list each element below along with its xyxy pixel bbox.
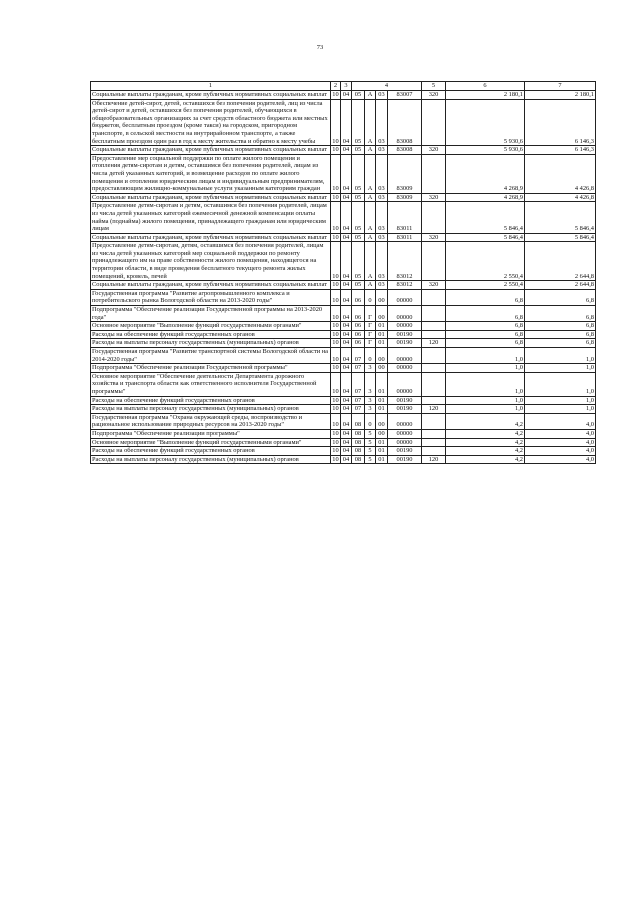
row-subsection: 04 (341, 455, 352, 464)
table-body (91, 91, 596, 464)
row-amount-2: 6,8 (525, 339, 596, 348)
row-direction: 83009 (388, 154, 422, 193)
row-activity: 03 (376, 281, 388, 290)
row-subsection: 04 (341, 372, 352, 396)
row-direction: 00000 (388, 429, 422, 438)
row-program: 07 (352, 372, 365, 396)
row-subprogram: Г (365, 306, 376, 322)
row-subprogram: А (365, 154, 376, 193)
row-expense-type (422, 289, 446, 305)
row-direction: 00190 (388, 339, 422, 348)
row-amount-2: 1,0 (525, 396, 596, 405)
row-amount-1: 2 180,1 (446, 91, 525, 100)
row-description: Расходы на выплаты персоналу государственных (муниципальных) органов (91, 455, 331, 464)
table-row (91, 242, 596, 281)
row-activity: 01 (376, 372, 388, 396)
row-direction: 83012 (388, 281, 422, 290)
row-activity: 03 (376, 99, 388, 146)
row-expense-type (422, 330, 446, 339)
row-section: 10 (331, 242, 341, 281)
row-description: Социальные выплаты гражданам, кроме публичных нормативных социальных выплат (91, 91, 331, 100)
row-expense-type (422, 413, 446, 429)
row-activity: 00 (376, 348, 388, 364)
row-amount-1: 2 550,4 (446, 242, 525, 281)
table-row (91, 322, 596, 331)
row-section: 10 (331, 99, 341, 146)
row-section: 10 (332, 438, 339, 446)
row-amount-2: 2 644,8 (525, 281, 596, 290)
row-expense-type (422, 242, 446, 281)
row-activity: 03 (376, 154, 388, 193)
row-expense-type (422, 447, 446, 456)
row-subsection: 04 (341, 306, 352, 322)
row-activity: 01 (376, 339, 388, 348)
row-subprogram: 5 (365, 438, 376, 447)
row-amount-1: 6,8 (446, 330, 525, 339)
row-expense-type (422, 306, 446, 322)
row-subprogram: 3 (365, 372, 376, 396)
row-program: 05 (352, 91, 365, 100)
row-subsection: 04 (341, 193, 352, 202)
row-description: Расходы на обеспечение функций государственных органов (91, 447, 331, 456)
row-activity: 03 (376, 146, 388, 155)
row-expense-type: 120 (422, 339, 446, 348)
row-activity: 03 (376, 193, 388, 202)
row-direction: 00000 (388, 348, 422, 364)
row-activity: 01 (376, 405, 388, 414)
table-row (91, 289, 596, 305)
row-program: 08 (352, 438, 365, 447)
row-subsection: 04 (341, 154, 352, 193)
row-subprogram: 0 (365, 413, 376, 429)
row-amount-2: 6,8 (525, 289, 596, 305)
row-section: 10 (332, 405, 339, 413)
row-subsection: 04 (341, 348, 352, 364)
row-amount-1: 4,2 (446, 413, 525, 429)
row-direction: 00000 (388, 364, 422, 373)
row-activity: 00 (376, 306, 388, 322)
row-description: Основное мероприятие "Выполнение функций государственными органами" (91, 322, 331, 331)
row-amount-1: 4,2 (446, 429, 525, 438)
row-description: Социальные выплаты гражданам, кроме публичных нормативных социальных выплат (91, 146, 331, 155)
row-amount-2: 4,0 (525, 447, 596, 456)
row-subprogram: А (365, 146, 376, 155)
row-amount-1: 6,8 (446, 322, 525, 331)
table-row (91, 438, 596, 447)
row-section: 10 (332, 447, 339, 455)
row-direction: 83012 (388, 242, 422, 281)
row-expense-type: 120 (422, 455, 446, 464)
row-description: Подпрограмма "Обеспечение реализации Государственной программы на 2013-2020 года" (91, 306, 331, 322)
row-description: Основное мероприятие "Выполнение функций государственными органами" (91, 438, 331, 447)
row-amount-2: 6,8 (525, 330, 596, 339)
row-section: 10 (332, 339, 339, 347)
row-amount-2: 6 146,3 (525, 99, 596, 146)
row-expense-type (422, 154, 446, 193)
row-subsection: 04 (341, 364, 352, 373)
row-program: 05 (352, 193, 365, 202)
table-row (91, 455, 596, 464)
table-row (91, 447, 596, 456)
row-subprogram: 5 (365, 429, 376, 438)
row-program: 05 (352, 154, 365, 193)
row-amount-1: 4,2 (446, 447, 525, 456)
row-amount-2: 2 180,1 (525, 91, 596, 100)
row-subsection: 04 (341, 289, 352, 305)
row-program: 07 (352, 396, 365, 405)
row-amount-2: 6 146,3 (525, 146, 596, 155)
table-row (91, 364, 596, 373)
header-col-1: 1 (91, 82, 331, 91)
row-description: Расходы на обеспечение функций государственных органов (91, 396, 331, 405)
row-activity: 00 (376, 289, 388, 305)
row-program: 05 (352, 99, 365, 146)
row-activity: 03 (376, 233, 388, 242)
table-row (91, 405, 596, 414)
row-program: 05 (352, 202, 365, 233)
row-direction: 83011 (388, 202, 422, 233)
row-amount-2: 5 846,4 (525, 233, 596, 242)
header-col-6: 6 (446, 82, 525, 91)
row-description: Основное мероприятие "Обеспечение деятельности Департамента дорожного хозяйства и транспорта области как ответственного исполнителя Государственной программы" (91, 372, 331, 396)
row-subsection: 04 (341, 99, 352, 146)
row-program: 05 (352, 242, 365, 281)
row-program: 08 (352, 447, 365, 456)
row-expense-type (422, 99, 446, 146)
row-program: 06 (352, 339, 365, 348)
row-section: 10 (331, 154, 341, 193)
row-section: 10 (332, 281, 339, 289)
row-direction: 00000 (388, 438, 422, 447)
row-section: 10 (332, 330, 339, 338)
row-program: 07 (352, 348, 365, 364)
row-amount-1: 1,0 (446, 364, 525, 373)
row-direction: 00190 (388, 405, 422, 414)
table-row (91, 193, 596, 202)
row-direction: 00190 (388, 447, 422, 456)
row-section: 10 (331, 289, 341, 305)
row-description: Расходы на выплаты персоналу государственных (муниципальных) органов (91, 405, 331, 414)
row-subprogram: Г (365, 339, 376, 348)
row-direction: 00000 (388, 306, 422, 322)
row-activity: 01 (376, 455, 388, 464)
row-amount-1: 1,0 (446, 372, 525, 396)
row-expense-type (422, 364, 446, 373)
row-amount-1: 5 846,4 (446, 202, 525, 233)
row-expense-type: 320 (422, 233, 446, 242)
row-amount-1: 4,2 (446, 438, 525, 447)
row-section: 10 (332, 146, 339, 154)
row-activity: 01 (376, 447, 388, 456)
row-program: 08 (352, 429, 365, 438)
row-amount-1: 4 268,9 (446, 193, 525, 202)
row-amount-2: 1,0 (525, 405, 596, 414)
row-activity: 01 (376, 438, 388, 447)
row-activity: 01 (376, 322, 388, 331)
row-program: 07 (352, 405, 365, 414)
row-subprogram: 0 (365, 289, 376, 305)
row-subprogram: А (365, 193, 376, 202)
header-col-4: 4 (352, 82, 422, 91)
row-section: 10 (331, 372, 341, 396)
budget-table (90, 81, 596, 464)
row-amount-2: 4,0 (525, 413, 596, 429)
row-amount-1: 2 550,4 (446, 281, 525, 290)
table-row (91, 154, 596, 193)
row-activity: 03 (376, 202, 388, 233)
row-section: 10 (332, 364, 339, 372)
row-section: 10 (331, 202, 341, 233)
row-amount-1: 5 846,4 (446, 233, 525, 242)
table-row (91, 91, 596, 100)
table-row (91, 339, 596, 348)
row-activity: 03 (376, 91, 388, 100)
row-section: 10 (332, 233, 339, 241)
row-expense-type (422, 429, 446, 438)
row-subsection: 04 (341, 322, 352, 331)
row-direction: 00190 (388, 396, 422, 405)
row-activity: 03 (376, 242, 388, 281)
table-row (91, 372, 596, 396)
row-direction: 00190 (388, 330, 422, 339)
row-subsection: 04 (341, 396, 352, 405)
row-subsection: 04 (341, 146, 352, 155)
row-amount-2: 6,8 (525, 322, 596, 331)
row-direction: 83008 (388, 146, 422, 155)
row-section: 10 (331, 413, 341, 429)
row-subsection: 04 (341, 405, 352, 414)
row-amount-1: 1,0 (446, 348, 525, 364)
row-subsection: 04 (341, 281, 352, 290)
row-subsection: 04 (341, 233, 352, 242)
table-row (91, 348, 596, 364)
row-program: 06 (352, 306, 365, 322)
row-description: Государственная программа "Развитие агропромышленного комплекса и потребительского рынка Вологодской области на 2013-2020 годы" (91, 289, 331, 305)
row-subsection: 04 (341, 413, 352, 429)
row-program: 05 (352, 233, 365, 242)
row-amount-2: 2 644,8 (525, 242, 596, 281)
row-amount-2: 4 426,8 (525, 193, 596, 202)
row-subprogram: А (365, 202, 376, 233)
row-description: Предоставление мер социальной поддержки по оплате жилого помещения и отопления детям-сиротам и детям, оставшимся без попечения родителей, лицам из числа детей указанных категорий, и возмещение расходов по оплате жилого помещения и отопления юридическим лицам и индивидуальным предпринимателям, предоставляющим жилищно-коммунальные услуги указанным категориям граждан (91, 154, 331, 193)
row-direction: 00190 (388, 455, 422, 464)
row-amount-1: 5 930,6 (446, 99, 525, 146)
row-section: 10 (332, 396, 339, 404)
row-description: Подпрограмма "Обеспечение реализации Государственной программы" (91, 364, 331, 373)
table-row (91, 413, 596, 429)
row-subprogram: 3 (365, 364, 376, 373)
row-description: Предоставление детям-сиротам и детям, оставшимся без попечения родителей, лицам из числа детей указанных категорий ежемесячной денежной компенсации оплаты найма (поднайма) жилого помещения, принадлежащего гражданам или юридическим лицам (91, 202, 331, 233)
row-section: 10 (332, 322, 339, 330)
table-row (91, 202, 596, 233)
header-col-7: 7 (525, 82, 596, 91)
row-section: 10 (331, 306, 341, 322)
page-number: 73 (316, 44, 324, 51)
table-row (91, 306, 596, 322)
row-description: Расходы на обеспечение функций государственных органов (91, 330, 331, 339)
row-program: 08 (352, 413, 365, 429)
row-direction: 00000 (388, 289, 422, 305)
row-section: 10 (331, 348, 341, 364)
row-amount-2: 1,0 (525, 372, 596, 396)
row-amount-1: 6,8 (446, 306, 525, 322)
row-subsection: 04 (341, 91, 352, 100)
row-amount-1: 1,0 (446, 405, 525, 414)
row-activity: 01 (376, 330, 388, 339)
row-subsection: 04 (341, 429, 352, 438)
row-program: 05 (352, 281, 365, 290)
row-section: 10 (332, 193, 339, 201)
row-program: 06 (352, 289, 365, 305)
table-row (91, 99, 596, 146)
row-amount-2: 1,0 (525, 364, 596, 373)
row-expense-type: 120 (422, 405, 446, 414)
row-expense-type (422, 438, 446, 447)
row-subprogram: А (365, 242, 376, 281)
row-amount-2: 6,8 (525, 306, 596, 322)
table-row (91, 146, 596, 155)
table-header (91, 82, 596, 91)
row-subsection: 04 (341, 447, 352, 456)
row-description: Подпрограмма "Обеспечение реализации программы" (91, 429, 331, 438)
row-subsection: 04 (341, 242, 352, 281)
row-description: Обеспечение детей-сирот, детей, оставшихся без попечения родителей, лиц из числа детей-сирот и детей, оставшихся без попечения родителей, обучающихся в общеобразовательных организациях за счет средств областного бюджета или местных бюджетов, бесплатным проездом (кроме такси) на городском, пригородном транспорте, в сельской местности на внутрирайонном транспорте, а также бесплатным проездом один раз в год к месту жительства и обратно к месту учебы (91, 99, 331, 146)
row-description: Расходы на выплаты персоналу государственных (муниципальных) органов (91, 339, 331, 348)
header-col-3: 3 (341, 82, 352, 91)
row-expense-type (422, 372, 446, 396)
row-description: Предоставление детям-сиротам, детям, оставшимся без попечения родителей, лицам из числа детей указанных категорий мер социальной поддержки по ремонту принадлежащего им на праве собственности жилого помещения, находящегося на территории области, в виде проведения бесплатного текущего ремонта жилых помещений, кровель, печей (91, 242, 331, 281)
row-subprogram: Г (365, 330, 376, 339)
row-amount-2: 1,0 (525, 348, 596, 364)
row-activity: 00 (376, 413, 388, 429)
row-subsection: 04 (341, 330, 352, 339)
row-subprogram: А (365, 281, 376, 290)
row-subprogram: 3 (365, 396, 376, 405)
row-activity: 00 (376, 429, 388, 438)
row-amount-1: 6,8 (446, 289, 525, 305)
row-subprogram: Г (365, 322, 376, 331)
row-program: 06 (352, 330, 365, 339)
header-col-5: 5 (422, 82, 446, 91)
row-direction: 83007 (388, 91, 422, 100)
row-program: 07 (352, 364, 365, 373)
row-activity: 00 (376, 364, 388, 373)
row-amount-2: 4 426,8 (525, 154, 596, 193)
table-row (91, 429, 596, 438)
row-subprogram: А (365, 99, 376, 146)
row-amount-1: 6,8 (446, 339, 525, 348)
row-subsection: 04 (341, 339, 352, 348)
row-subprogram: 5 (365, 447, 376, 456)
row-direction: 83009 (388, 193, 422, 202)
row-section: 10 (332, 429, 339, 437)
row-amount-2: 4,0 (525, 429, 596, 438)
row-amount-1: 4,2 (446, 455, 525, 464)
row-expense-type (422, 396, 446, 405)
row-direction: 00000 (388, 413, 422, 429)
table-row (91, 281, 596, 290)
row-subprogram: 0 (365, 348, 376, 364)
row-program: 08 (352, 455, 365, 464)
row-amount-1: 5 930,6 (446, 146, 525, 155)
row-program: 05 (352, 146, 365, 155)
row-subprogram: А (365, 91, 376, 100)
header-col-2: 2 (331, 82, 341, 91)
row-amount-2: 5 846,4 (525, 202, 596, 233)
row-subprogram: А (365, 233, 376, 242)
row-program: 06 (352, 322, 365, 331)
row-description: Государственная программа "Охрана окружающей среды, воспроизводство и рациональное использование природных ресурсов на 2013-2020 годы" (91, 413, 331, 429)
row-direction: 00000 (388, 372, 422, 396)
row-description: Социальные выплаты гражданам, кроме публичных нормативных социальных выплат (91, 233, 331, 242)
table-row (91, 233, 596, 242)
row-section: 10 (332, 91, 339, 98)
row-direction: 83008 (388, 99, 422, 146)
row-direction: 00000 (388, 322, 422, 331)
row-amount-1: 1,0 (446, 396, 525, 405)
row-description: Государственная программа "Развитие транспортной системы Вологодской области на 2014-2020 годы" (91, 348, 331, 364)
row-subprogram: 5 (365, 455, 376, 464)
row-activity: 01 (376, 396, 388, 405)
row-expense-type: 320 (422, 146, 446, 155)
row-expense-type (422, 322, 446, 331)
row-expense-type: 320 (422, 91, 446, 100)
row-subsection: 04 (341, 202, 352, 233)
row-expense-type (422, 348, 446, 364)
row-amount-2: 4,0 (525, 455, 596, 464)
row-subsection: 04 (341, 438, 352, 447)
row-description: Социальные выплаты гражданам, кроме публичных нормативных социальных выплат (91, 281, 331, 290)
table-row (91, 396, 596, 405)
table-row (91, 330, 596, 339)
row-expense-type (422, 202, 446, 233)
row-section: 10 (332, 455, 339, 463)
row-direction: 83011 (388, 233, 422, 242)
row-subprogram: 3 (365, 405, 376, 414)
row-amount-2: 4,0 (525, 438, 596, 447)
row-expense-type: 320 (422, 193, 446, 202)
row-expense-type: 320 (422, 281, 446, 290)
row-amount-1: 4 268,9 (446, 154, 525, 193)
row-description: Социальные выплаты гражданам, кроме публичных нормативных социальных выплат (91, 193, 331, 202)
